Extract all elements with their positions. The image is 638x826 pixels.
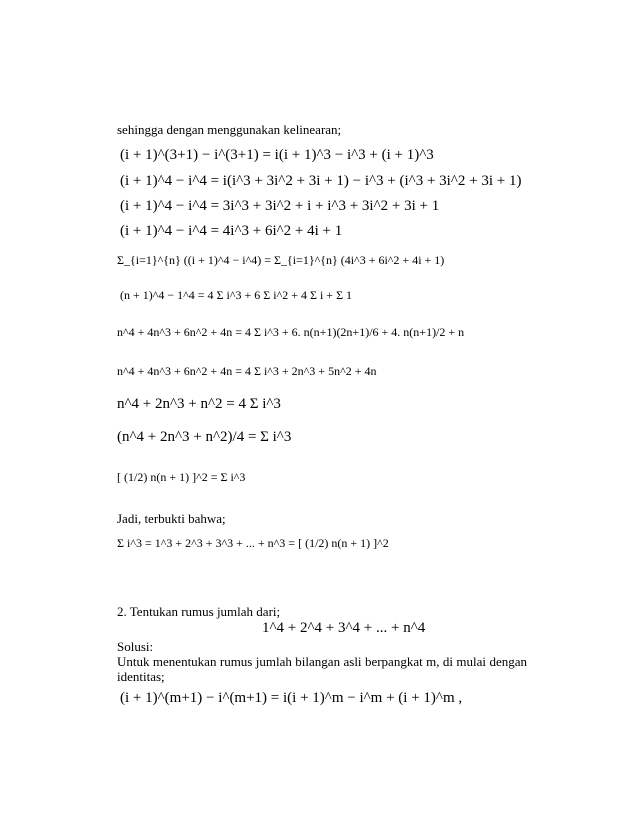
equation-8: n^4 + 4n^3 + 6n^2 + 4n = 4 Σ i^3 + 2n^3 + 5n^2 + 4n: [117, 364, 377, 378]
equation-11: [ (1/2) n(n + 1) ]^2 = Σ i^3: [117, 470, 246, 484]
question-2-text: 2. Tentukan rumus jumlah dari;: [117, 604, 281, 619]
question-2-expression: 1^4 + 2^4 + 3^4 + ... + n^4: [262, 620, 426, 636]
equation-1: (i + 1)^(3+1) − i^(3+1) = i(i + 1)^3 − i^3 + (i + 1)^3: [120, 147, 434, 163]
solusi-text: Untuk menentukan rumus jumlah bilangan asli berpangkat m, di mulai dengan identitas;: [117, 654, 527, 684]
equation-3: (i + 1)^4 − i^4 = 3i^3 + 3i^2 + i + i^3 + 3i^2 + 3i + 1: [120, 198, 440, 214]
equation-9: n^4 + 2n^3 + n^2 = 4 Σ i^3: [117, 396, 281, 412]
equation-2: (i + 1)^4 − i^4 = i(i^3 + 3i^2 + 3i + 1) − i^3 + (i^3 + 3i^2 + 3i + 1): [120, 173, 522, 189]
solusi-label: Solusi:: [117, 639, 154, 654]
equation-12: Σ i^3 = 1^3 + 2^3 + 3^3 + ... + n^3 = [ (1/2) n(n + 1) ]^2: [117, 536, 389, 550]
equation-10: (n^4 + 2n^3 + n^2)/4 = Σ i^3: [117, 429, 292, 445]
intro-text: sehingga dengan menggunakan kelinearan;: [117, 122, 342, 137]
equation-13: (i + 1)^(m+1) − i^(m+1) = i(i + 1)^m − i^m + (i + 1)^m ,: [120, 690, 463, 706]
equation-6: (n + 1)^4 − 1^4 = 4 Σ i^3 + 6 Σ i^2 + 4 Σ i + Σ 1: [120, 288, 353, 302]
conclusion-text: Jadi, terbukti bahwa;: [117, 511, 226, 526]
equation-5: Σ_{i=1}^{n} ((i + 1)^4 − i^4) = Σ_{i=1}^{n} (4i^3 + 6i^2 + 4i + 1): [117, 253, 445, 267]
equation-4: (i + 1)^4 − i^4 = 4i^3 + 6i^2 + 4i + 1: [120, 223, 343, 239]
equation-7: n^4 + 4n^3 + 6n^2 + 4n = 4 Σ i^3 + 6. n(n+1)(2n+1)/6 + 4. n(n+1)/2 + n: [117, 325, 465, 339]
